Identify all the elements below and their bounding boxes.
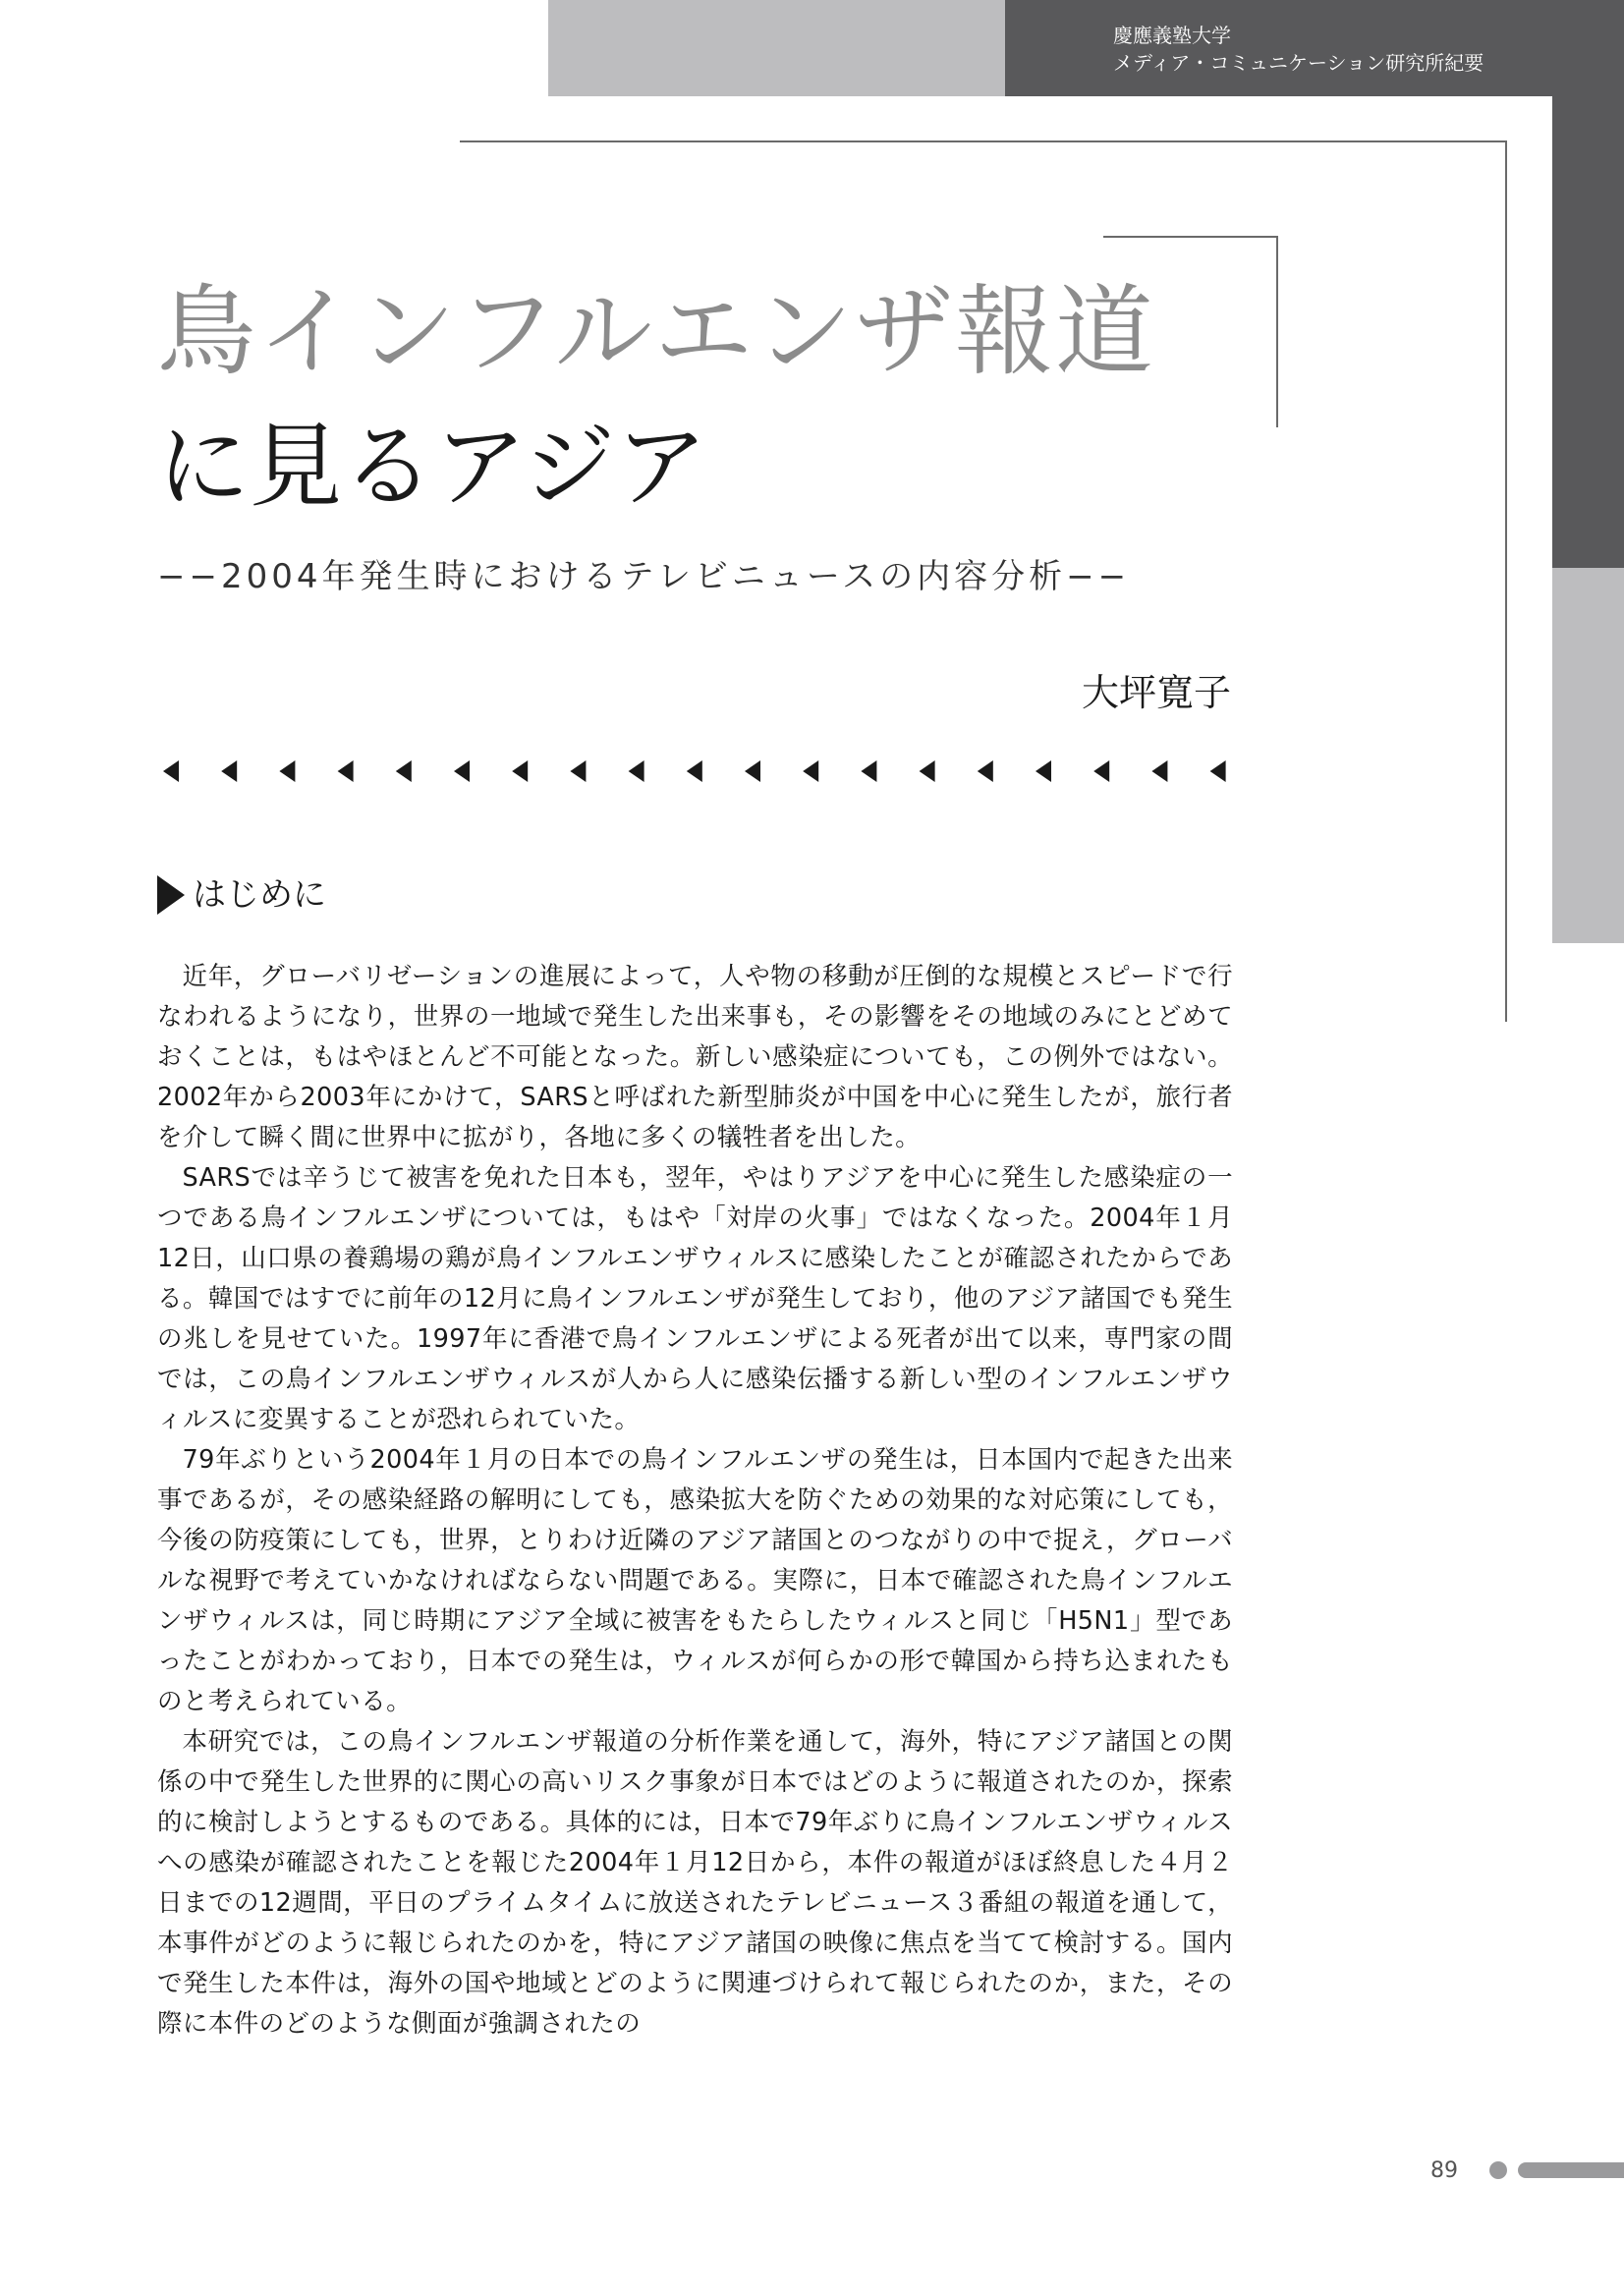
page-dot-icon: [1489, 2161, 1507, 2179]
paragraph: 79年ぶりという2004年１月の日本での鳥インフルエンザの発生は，日本国内で起きた出来事であるが，その感染経路の解明にしても，感染拡大を防ぐための効果的な対応策にしても，今後の防疫策にしても，世界，とりわけ近隣のアジア諸国とのつながりの中で捉え，グローバルな視野で考えていかなければならない問題である。実際に，日本で確認された鳥インフルエンザウィルスは，同じ時期にアジア全域に被害をもたらしたウィルスと同じ「H5N1」型であったことがわかっており，日本での発生は，ウィルスが何らかの形で韓国から持ち込まれたものと考えられている。: [157, 1445, 1233, 1716]
left-triangle-icon: [279, 760, 295, 782]
side-tab-light: [1552, 568, 1624, 943]
left-triangle-icon: [570, 760, 586, 782]
side-tab-dark: [1552, 96, 1624, 568]
left-triangle-icon: [221, 760, 237, 782]
paragraph: SARSでは辛うじて被害を免れた日本も，翌年，やはりアジアを中心に発生した感染症の一つである鳥インフルエンザについては，もはや「対岸の火事」ではなくなった。2004年１月12日，山口県の養鶏場の鶏が鳥インフルエンザウィルスに感染したことが確認されたからである。韓国ではすでに前年の12月に鳥インフルエンザが発生しており，他のアジア諸国でも発生の兆しを見せていた。1997年に香港で鳥インフルエンザによる死者が出て以来，専門家の間では，この鳥インフルエンザウィルスが人から人に感染伝播する新しい型のインフルエンザウィルスに変異することが恐れられていた。: [157, 1163, 1233, 1434]
title-bracket-top: [1103, 236, 1278, 238]
journal-name: [1113, 22, 1484, 77]
decorative-triangle-row: [163, 756, 1229, 786]
article-subtitle: −−2004年発生時におけるテレビニュースの内容分析−−: [157, 557, 1131, 596]
left-triangle-icon: [163, 760, 179, 782]
left-triangle-icon: [629, 760, 644, 782]
article-body: [157, 957, 1233, 2044]
left-triangle-icon: [978, 760, 993, 782]
left-triangle-icon: [454, 760, 470, 782]
frame-rule-top: [460, 140, 1506, 142]
left-triangle-icon: [338, 760, 354, 782]
section-heading-text: はじめに: [193, 875, 326, 915]
left-triangle-icon: [861, 760, 876, 782]
page-bar: [1518, 2162, 1624, 2178]
frame-rule-right: [1505, 140, 1507, 1022]
author-name: 大坪寛子: [1081, 671, 1231, 714]
article-title-line-2: に見るアジア: [157, 414, 708, 521]
paragraph: 近年，グローバリゼーションの進展によって，人や物の移動が圧倒的な規模とスピードで行なわれるようになり，世界の一地域で発生した出来事も，その影響をその地域のみにとどめておくことは，もはやほとんど不可能となった。新しい感染症についても，この例外ではない。2002年から2003年にかけて，SARSと呼ばれた新型肺炎が中国を中心に発生したが，旅行者を介して瞬く間に世界中に拡がり，各地に多くの犠牲者を出した。: [157, 962, 1233, 1152]
left-triangle-icon: [1151, 760, 1167, 782]
left-triangle-icon: [1093, 760, 1109, 782]
left-triangle-icon: [803, 760, 818, 782]
section-heading: [157, 872, 326, 918]
left-triangle-icon: [1036, 760, 1051, 782]
left-triangle-icon: [687, 760, 702, 782]
article-title-line-1: 鳥インフルエンザ報道: [157, 274, 1155, 389]
paragraph: 本研究では，この鳥インフルエンザ報道の分析作業を通して，海外，特にアジア諸国との関係の中で発生した世界的に関心の高いリスク事象が日本ではどのように報道されたのか，探索的に検討しようとするものである。具体的には，日本で79年ぶりに鳥インフルエンザウィルスへの感染が確認されたことを報じた2004年１月12日から，本件の報道がほぼ終息した４月２日までの12週間，平日のプライムタイムに放送されたテレビニュース３番組の報道を通して，本事件がどのように報じられたのかを，特にアジア諸国の映像に焦点を当てて検討する。国内で発生した本件は，海外の国や地域とどのように関連づけられて報じられたのか，また，その際に本件のどのような側面が強調されたの: [157, 1727, 1233, 2039]
left-triangle-icon: [745, 760, 760, 782]
header-band-light: [548, 0, 1005, 96]
page-number: 89: [1430, 2158, 1458, 2183]
journal-line-2: メディア・コミュニケーション研究所紀要: [1113, 51, 1484, 75]
left-triangle-icon: [920, 760, 935, 782]
title-bracket-right: [1276, 236, 1278, 427]
left-triangle-icon: [1210, 760, 1226, 782]
left-triangle-icon: [512, 760, 528, 782]
journal-line-1: 慶應義塾大学: [1113, 24, 1231, 47]
left-triangle-icon: [396, 760, 412, 782]
right-triangle-icon: [157, 875, 185, 915]
